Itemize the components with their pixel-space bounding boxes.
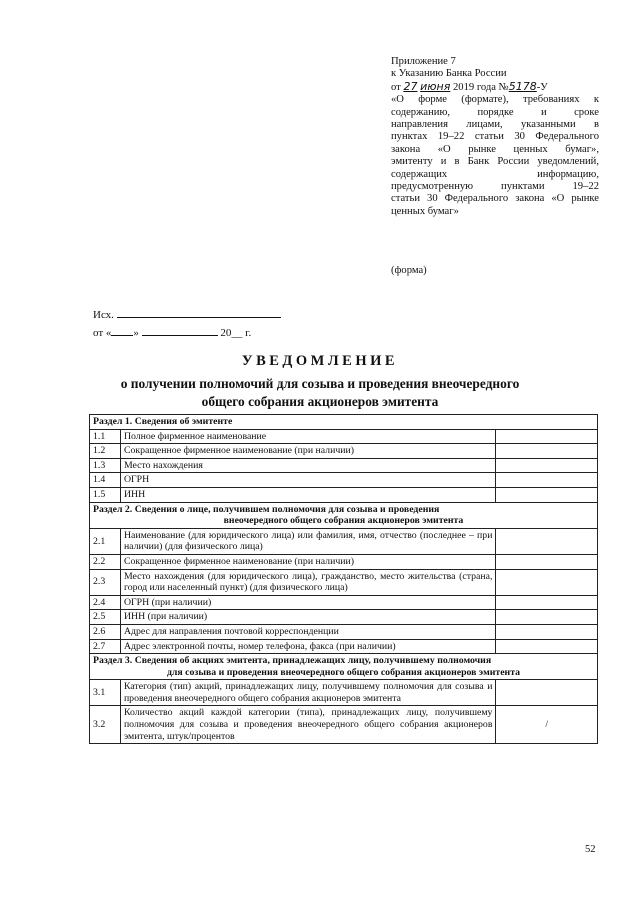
appendix-body-line: содержанию, порядке и сроке	[391, 106, 599, 118]
outgoing-date-mid: »	[133, 327, 139, 339]
row-value[interactable]	[496, 610, 598, 625]
row-number: 2.7	[90, 639, 121, 654]
row-description: Полное фирменное наименование	[120, 429, 496, 444]
outgoing-number-row	[93, 306, 281, 324]
section-3-header	[90, 654, 598, 680]
outgoing-reference	[93, 306, 281, 342]
row-value[interactable]	[496, 595, 598, 610]
appendix-year: 2019 года №	[452, 81, 509, 93]
appendix-body-line: пунктах 19–22 статьи 30 Федерального	[391, 131, 599, 143]
row-number: 2.5	[90, 610, 121, 625]
row-number: 1.5	[90, 487, 121, 502]
form-label: (форма)	[391, 265, 427, 276]
row-value[interactable]	[496, 444, 598, 459]
row-value[interactable]	[496, 680, 598, 706]
row-value[interactable]	[496, 624, 598, 639]
appendix-body-line: направления лицами, указанными в	[391, 119, 599, 131]
row-number: 2.1	[90, 528, 121, 554]
row-number: 2.4	[90, 595, 121, 610]
row-value[interactable]	[496, 458, 598, 473]
row-description: Место нахождения	[120, 458, 496, 473]
row-description: Наименование (для юридического лица) или фамилия, имя, отчество (последнее – при наличии) (для физического лица)	[120, 528, 496, 554]
row-value[interactable]	[496, 487, 598, 502]
row-description: Адрес электронной почты, номер телефона, факса (при наличии)	[120, 639, 496, 654]
table-row	[90, 487, 598, 502]
row-description: ОГРН (при наличии)	[120, 595, 496, 610]
outgoing-date-prefix: от «	[93, 327, 112, 339]
table-row	[90, 429, 598, 444]
row-number: 3.1	[90, 680, 121, 706]
row-value[interactable]	[496, 569, 598, 595]
row-description: Категория (тип) акций, принадлежащих лицу, получившему полномочия для созыва и проведения внеочередного общего собрания акционеров эмитента	[120, 680, 496, 706]
table-row	[90, 680, 598, 706]
row-value[interactable]	[496, 429, 598, 444]
appendix-body-line: эмитенту и в Банк России уведомлений,	[391, 156, 599, 168]
document-subtitle	[0, 375, 640, 411]
section-2-title	[90, 502, 598, 528]
appendix-number: 5178	[508, 79, 537, 93]
table-row	[90, 595, 598, 610]
appendix-body-line: «О форме (формате), требованиях к	[391, 94, 599, 106]
document-title: УВЕДОМЛЕНИЕ	[241, 353, 399, 369]
outgoing-label: Исх.	[93, 309, 114, 321]
table-row	[90, 639, 598, 654]
row-value[interactable]	[496, 554, 598, 569]
outgoing-day-field[interactable]	[111, 325, 133, 336]
row-description: Количество акций каждой категории (типа), принадлежащих лицу, получившему полномочия для созыва и проведения внеочередного общего собрания акционеров эмитента, штук/процентов	[120, 706, 496, 744]
appendix-body-line: статьи 30 Федерального закона «О рынке	[391, 193, 599, 205]
page-number: 52	[585, 844, 596, 855]
appendix-body-line: содержащих информацию,	[391, 168, 599, 180]
row-number: 1.3	[90, 458, 121, 473]
row-value[interactable]	[496, 528, 598, 554]
section-2-title-line-2: внеочередного общего собрания акционеров эмитента	[223, 515, 464, 527]
appendix-body-line: предусмотренную пунктами 19–22	[391, 181, 599, 193]
row-description: ОГРН	[120, 473, 496, 488]
section-2-title-line-1: Раздел 2. Сведения о лице, получившем полномочия для созыва и проведения	[93, 503, 440, 515]
appendix-month: июня	[420, 79, 451, 93]
table-row	[90, 528, 598, 554]
section-3-title	[90, 654, 598, 680]
table-row	[90, 610, 598, 625]
outgoing-date-row	[93, 324, 281, 342]
row-description: Адрес для направления почтовой корреспонденции	[120, 624, 496, 639]
subtitle-line-2: общего собрания акционеров эмитента	[201, 394, 439, 409]
appendix-number-suffix: -У	[536, 81, 548, 93]
row-number: 1.2	[90, 444, 121, 459]
row-description: ИНН	[120, 487, 496, 502]
table-row	[90, 706, 598, 744]
row-description: ИНН (при наличии)	[120, 610, 496, 625]
section-3-title-line-2: для созыва и проведения внеочередного общего собрания акционеров эмитента	[166, 666, 521, 678]
table-row	[90, 624, 598, 639]
notification-table	[89, 414, 598, 744]
table-row	[90, 458, 598, 473]
appendix-header	[391, 56, 599, 218]
appendix-line-1: Приложение 7	[391, 56, 456, 67]
section-3-title-line-1: Раздел 3. Сведения об акциях эмитента, принадлежащих лицу, получившему полномочия	[93, 655, 492, 667]
row-description: Сокращенное фирменное наименование (при наличии)	[120, 444, 496, 459]
row-number: 2.3	[90, 569, 121, 595]
appendix-body-line: ценных бумаг»	[391, 205, 459, 217]
subtitle-line-1: о получении полномочий для созыва и проведения внеочередного	[120, 376, 520, 391]
row-number: 2.2	[90, 554, 121, 569]
row-number: 1.4	[90, 473, 121, 488]
row-description: Место нахождения (для юридического лица), гражданство, место жительства (страна, город или населенный пункт) (для физического лица)	[120, 569, 496, 595]
outgoing-number-field[interactable]	[117, 307, 281, 318]
row-number: 3.2	[90, 706, 121, 744]
section-2-header	[90, 502, 598, 528]
appendix-line-3	[391, 81, 599, 94]
appendix-date-prefix: от	[391, 81, 401, 93]
row-description: Сокращенное фирменное наименование (при наличии)	[120, 554, 496, 569]
appendix-body-line: закона «О рынке ценных бумаг»,	[391, 143, 599, 155]
section-1-title: Раздел 1. Сведения об эмитенте	[90, 415, 598, 430]
row-value[interactable]	[496, 473, 598, 488]
row-value[interactable]	[496, 639, 598, 654]
outgoing-year: 20__ г.	[220, 327, 252, 339]
appendix-day: 27	[403, 79, 418, 93]
row-value[interactable]: /	[496, 706, 598, 744]
table-row	[90, 554, 598, 569]
table-row	[90, 569, 598, 595]
outgoing-month-field[interactable]	[142, 325, 218, 336]
row-number: 2.6	[90, 624, 121, 639]
table-row	[90, 473, 598, 488]
table-row	[90, 444, 598, 459]
appendix-line-2: к Указанию Банка России	[391, 68, 507, 80]
row-number: 1.1	[90, 429, 121, 444]
section-1-header	[90, 415, 598, 430]
